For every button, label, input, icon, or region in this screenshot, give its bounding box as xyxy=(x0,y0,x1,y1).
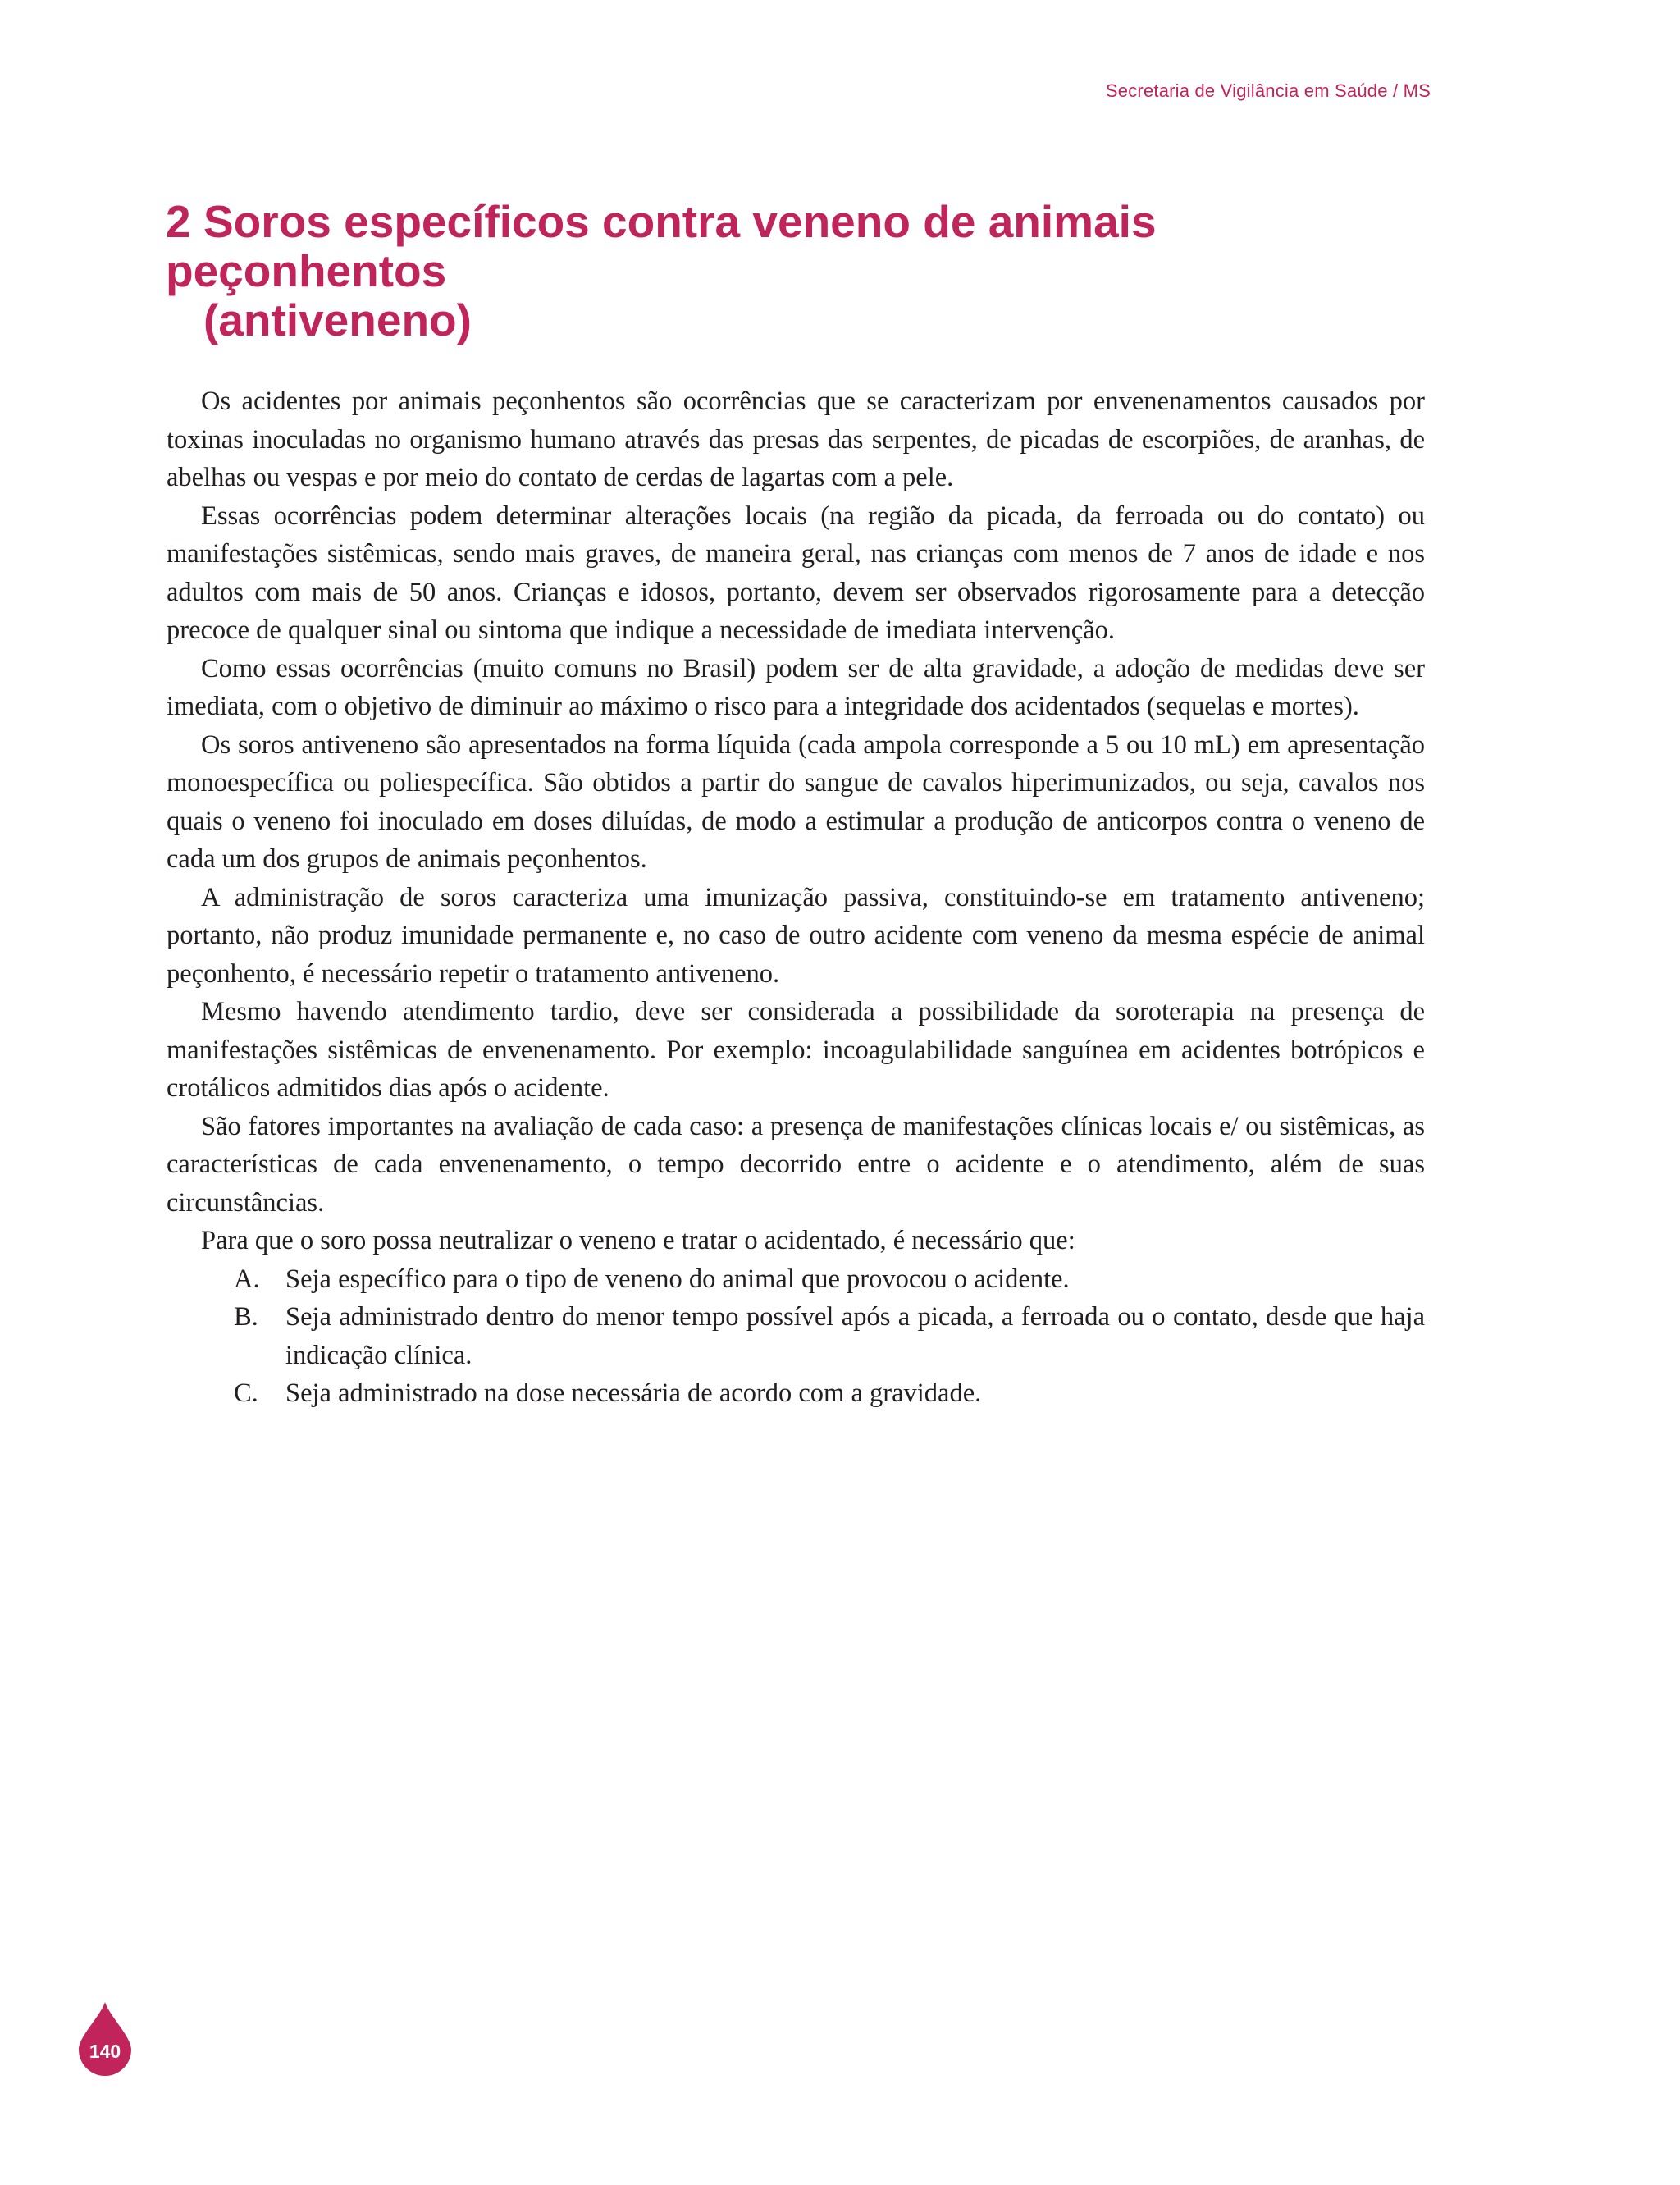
paragraph: São fatores importantes na avaliação de cada caso: a presença de manifestações clínicas locais e/ ou sistêmicas, as características de cada envenenamento, o tempo decorrido entre o acidente e o atendimento, além de suas circunstâncias. xyxy=(167,1111,1425,1218)
chapter-title xyxy=(166,197,1429,345)
paragraph: A administração de soros caracteriza uma imunização passiva, constituindo-se em tratamento antiveneno; portanto, não produz imunidade permanente e, no caso de outro acidente com veneno da mesma espécie de animal peçonhento, é necessário repetir o tratamento antiveneno. xyxy=(167,882,1425,989)
body-text xyxy=(167,382,1425,1413)
list-item-text: Seja administrado na dose necessária de acordo com a gravidade. xyxy=(285,1378,982,1408)
list-marker: B. xyxy=(234,1302,258,1332)
list-item-text: Seja administrado dentro do menor tempo possível após a picada, a ferroada ou o contato, desde que haja indicação clínica. xyxy=(285,1302,1425,1370)
requirements-list xyxy=(167,1260,1425,1413)
chapter-number: 2 xyxy=(166,196,191,247)
paragraph: Os soros antiveneno são apresentados na forma líquida (cada ampola corresponde a 5 ou 10 mL) em apresentação monoespecífica ou poliespecífica. São obtidos a partir do sangue de cavalos hiperimunizados, ou seja, cavalos nos quais o veneno foi inoculado em doses diluídas, de modo a estimular a produção de anticorpos contra o veneno de cada um dos grupos de animais peçonhentos. xyxy=(167,729,1425,874)
paragraph: Essas ocorrências podem determinar alterações locais (na região da picada, da ferroada ou do contato) ou manifestações sistêmicas, sendo mais graves, de maneira geral, nas crianças com menos de 7 anos de idade e nos adultos com mais de 50 anos. Crianças e idosos, portanto, devem ser observados rigorosamente para a detecção precoce de qualquer sinal ou sintoma que indique a necessidade de imediata intervenção. xyxy=(167,501,1425,645)
paragraph: Os acidentes por animais peçonhentos são ocorrências que se caracterizam por envenenamentos causados por toxinas inoculadas no organismo humano através das presas das serpentes, de picadas de escorpiões, de aranhas, de abelhas ou vespas e por meio do contato de cerdas de lagartas com a pele. xyxy=(167,386,1425,492)
list-item xyxy=(167,1298,1425,1374)
list-item xyxy=(167,1260,1425,1299)
paragraph: Como essas ocorrências (muito comuns no Brasil) podem ser de alta gravidade, a adoção de medidas deve ser imediata, com o objetivo de diminuir ao máximo o risco para a integridade dos acidentados (sequelas e mortes). xyxy=(167,653,1425,721)
list-marker: C. xyxy=(234,1378,258,1408)
paragraph: Mesmo havendo atendimento tardio, deve ser considerada a possibilidade da soroterapia na presença de manifestações sistêmicas de envenenamento. Por exemplo: incoagulabilidade sanguínea em acidentes botrópicos e crotálicos admitidos dias após o acidente. xyxy=(167,997,1425,1103)
blood-drop-icon xyxy=(77,2000,133,2076)
chapter-title-line-1: Soros específicos contra veneno de animais peçonhentos xyxy=(166,196,1157,296)
list-marker: A. xyxy=(234,1264,260,1294)
paragraph: Para que o soro possa neutralizar o veneno e tratar o acidentado, é necessário que: xyxy=(201,1226,1075,1255)
chapter-title-line-2: (antiveneno) xyxy=(203,295,472,345)
page-number: 140 xyxy=(89,2041,121,2062)
running-header: Secretaria de Vigilância em Saúde / MS xyxy=(1105,80,1431,101)
list-item-text: Seja específico para o tipo de veneno do animal que provocou o acidente. xyxy=(285,1264,1070,1294)
list-item xyxy=(167,1374,1425,1413)
